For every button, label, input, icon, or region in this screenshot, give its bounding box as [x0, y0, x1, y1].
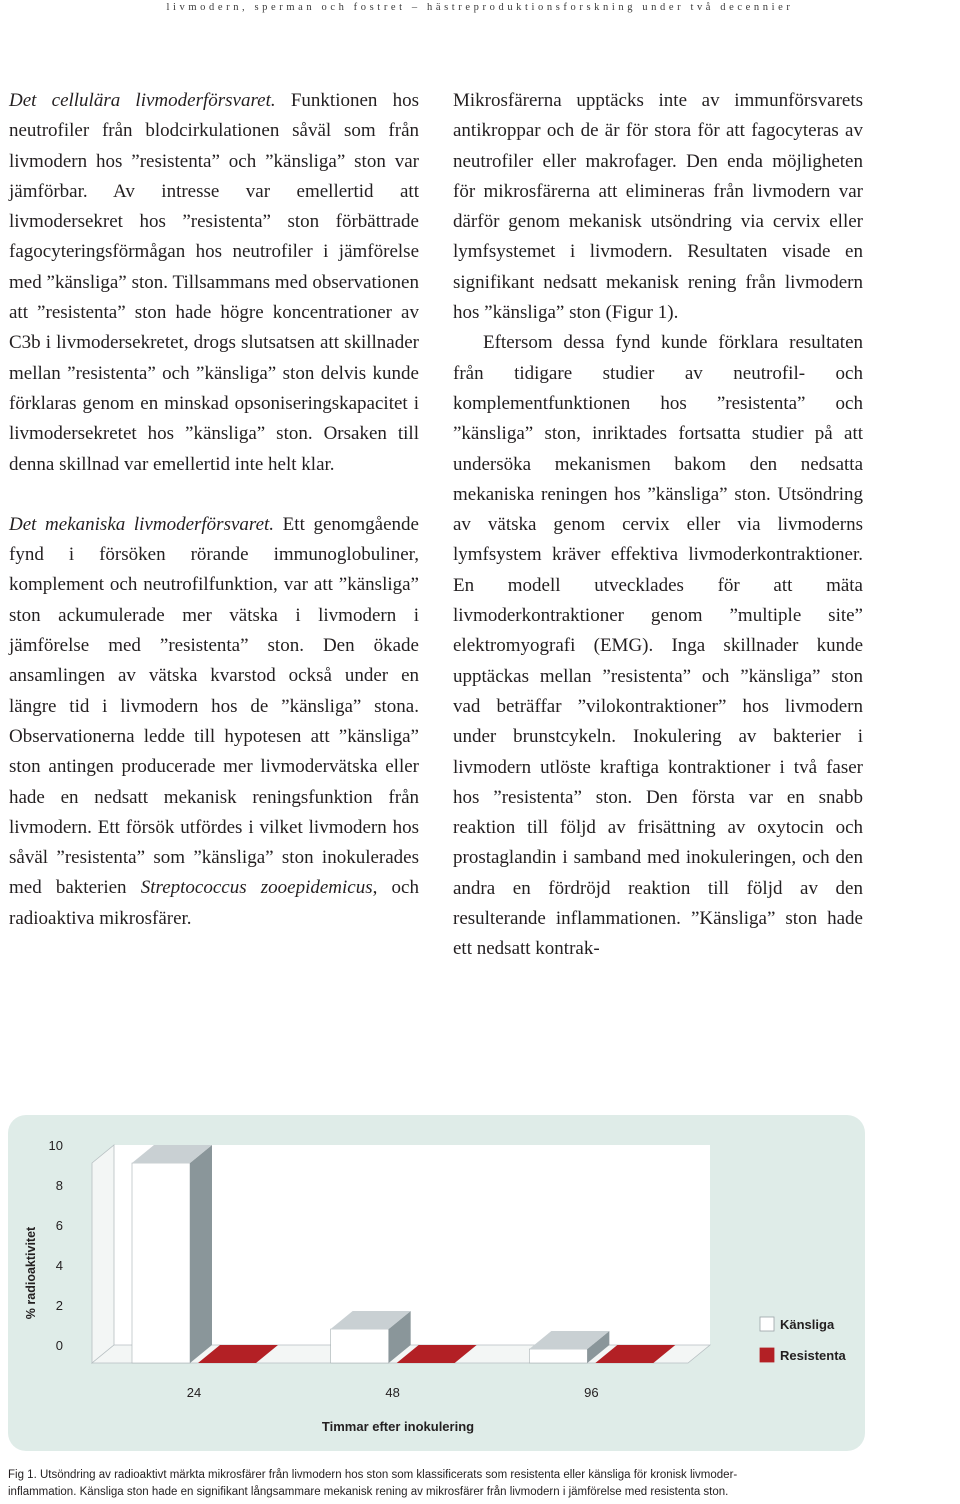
heading-mechanical-defense: Det mekaniska livmoderförsvaret. [9, 513, 275, 535]
running-header: livmodern, sperman och fostret – hästreproduktionsforskning under två decennier [166, 2, 794, 13]
bar-kansliga-front [132, 1163, 190, 1363]
legend-swatch [760, 1348, 774, 1362]
x-axis-label: Timmar efter inokulering [321, 1419, 475, 1434]
heading-cellular-defense: Det cellulära livmoderförsvaret. [9, 90, 276, 111]
x-tick-label: 24 [186, 1385, 202, 1400]
left-column [9, 86, 419, 934]
paragraph-contractions: Eftersom dessa fynd kunde förklara resultaten från tidigare studier av neutrofil- och komplementfunktionen hos ”resistenta” och ”känsliga” ston, inriktades fortsatta studier på att undersöka mekanismen bakom den nedsatta mekaniska reningen hos ”känsliga” ston. Utsöndring av vätska genom cervix eller via livmoderns lymfsystem kräver effektiva livmoderkontraktioner. En modell utvecklades för att mäta livmoderkontraktioner genom ”multiple site” elektromyografi (EMG). Inga skillnader kunde upptäckas mellan ”resistenta” och ”känsliga” ston vad beträffar ”vilokontraktioner” hos livmodern under brunstcykeln. Inokulering av bakterier i livmodern utlöste kraftiga kontraktioner i två faser hos ”resistenta” ston. Den första var en snabb reaktion till följd av frisättning av oxytocin och prostaglandin i samband med inokuleringen, och den andra en fördröjd reaktion till följd av den resulterande inflammationen. ”Känsliga” ston hade ett nedsatt kontrak- [453, 332, 863, 960]
chart-axis [24, 1138, 63, 1353]
x-tick-label: 48 [385, 1385, 400, 1400]
paragraph-mechanical-defense [9, 510, 419, 934]
caption-line: Fig 1. Utsöndring av radioaktivt märkta mikrosfärer från livmodern hos ston som klassificerats som resistenta eller känsliga för kronisk livmoder- [8, 1469, 738, 1481]
y-tick-label: 0 [55, 1338, 63, 1353]
bar-kansliga-front [529, 1349, 587, 1363]
x-tick-label: 96 [584, 1385, 599, 1400]
legend-label: Resistenta [780, 1348, 846, 1363]
y-tick-label: 8 [55, 1178, 63, 1193]
paragraph-cellular-defense [9, 86, 419, 480]
figure-caption [8, 1467, 948, 1500]
y-tick-label: 2 [55, 1298, 63, 1313]
bar-chart [8, 1115, 865, 1451]
bar-kansliga-side [190, 1145, 212, 1363]
y-axis-label: % radioaktivitet [24, 1226, 38, 1320]
chart-labels [187, 1385, 599, 1434]
chart-legend [760, 1317, 847, 1363]
bar-kansliga-front [331, 1329, 389, 1363]
chart-side-wall [92, 1145, 114, 1363]
y-tick-label: 6 [55, 1218, 63, 1233]
legend-swatch [760, 1317, 774, 1331]
species-name: Streptococcus zooepidemicus [140, 877, 373, 899]
figure-1-chart-panel [8, 1115, 865, 1451]
right-column [453, 86, 863, 965]
paragraph-text: Ett genomgående fynd i försöken rörande immunoglobuliner, komplement och neutrofilfunktion, var att ”känsliga” ston ackumulerade mer vätska i livmodern i jämförelse med ”resistenta” ston. Den ökade ansamlingen av vätska kvarstod också under en längre tid i livmodern hos de ”känsliga” stona. Observationerna ledde till hypotesen att ”känsliga” ston antingen producerade mer livmodervätska eller hade en nedsatt mekanisk reningsfunktion från livmodern. Ett försök utfördes i vilket livmodern hos såväl ”resistenta” som ”känsliga” ston inokulerades med bakterien [9, 513, 419, 899]
legend-label: Känsliga [780, 1317, 835, 1332]
caption-line: inflammation. Känsliga ston hade en signifikant långsammare mekanisk rening av mikrosfärer från livmodern i jämförelse med resistenta ston. [8, 1485, 729, 1498]
y-tick-label: 10 [48, 1138, 63, 1153]
paragraph-text: , och radioaktiva mikrosfärer. [9, 877, 419, 929]
y-tick-label: 4 [55, 1258, 63, 1273]
paragraph-microspheres: Mikrosfärerna upptäcks inte av immunförsvarets antikroppar och de är för stora för att fagocyteras av neutrofiler eller makrofager. Den enda möjligheten för mikrosfärerna att elimineras från livmodern var därför genom mekanisk utsöndring via cervix eller lymfsystemet i livmodern. Resultaten visade en signifikant nedsatt mekanisk rening från livmodern hos ”känsliga” ston (Figur 1). [453, 90, 863, 324]
paragraph-text: Funktionen hos neutrofiler från blodcirkulationen såväl som från livmodern hos ”resistenta” och ”känsliga” ston var jämförbar. Av intresse var emellertid att livmodersekret hos ”resistenta” ston förbättrade fagocyteringsförmågan hos neutrofiler i jämförelse med ”känsliga” ston. Tillsammans med observationen att ”resistenta” ston hade högre koncentrationer av C3b i livmodersekretet, drogs slutsatsen att skillnader mellan ”resistenta” och ”känsliga” ston delvis kunde förklaras genom en minskad opsoniseringskapacitet i livmodersekretet hos ”känsliga” ston. Orsaken till denna skillnad var emellertid inte helt klar. [9, 90, 419, 475]
